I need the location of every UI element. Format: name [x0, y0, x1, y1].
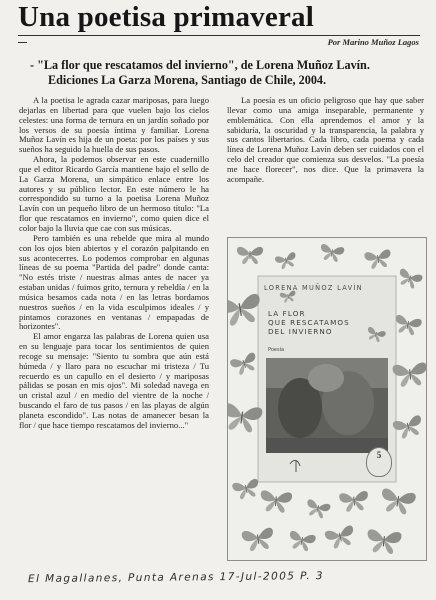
headline-rule: [18, 35, 420, 36]
left-column: [19, 96, 209, 560]
byline: Por Marino Muñoz Lagos: [327, 37, 419, 47]
paragraph: A la poetisa le agrada cazar mariposas, para luego dejarlas en libertad para que vuelen bajo los cielos celestes: una forma de ternura en un jardín soñado por los versos de su poesía íntima y familiar. Lorena Muñoz Lavín es hija de un poeta: por los países y sus sueños ha seguido la huella de sus pasos.: [19, 96, 209, 155]
book-author: LORENA MUÑOZ LAVÍN: [264, 284, 363, 292]
section-dash: [18, 42, 27, 43]
book-title-line: LA FLOR: [268, 309, 306, 318]
paragraph: El amor engarza las palabras de Lorena quien usa en su lenguaje para tocar los sentimientos de quien recoge su mensaje: "Siento tu sombra que aún está húmeda / y llaro para no escuchar mi tristeza / Tu recuerdo es un capullo en el desierto / y mariposas pálidas se posan en mis ojos". Mi soledad navega en un cristal azul / en medio del vientre de la noche / buscando el faro de tus pasos / en las playas de algún planeta escondido". Las notas de amanecer besan la flor / que hace tiempo rescatamos del invierno...": [19, 331, 209, 430]
subhead-line-2: Ediciones La Garza Morena, Santiago de Chile, 2004.: [48, 73, 327, 87]
subhead-line-1: - "La flor que rescatamos del invierno", de Lorena Muñoz Lavín.: [30, 58, 370, 72]
paragraph: Pero también es una rebelde que mira al mundo con los ojos bien abiertos y el corazón palpitando en sus acontecerres. Lo podemos comprobar en algunas líneas de su poema "Partida del padre" donde canta: "No estés triste / nuestras almas antes de nacer ya estaban unidas / fuimos grito, ternura y rebeldía / en la música besamos cada nota / en las letras bordamos nuestros sueños / en la vida esculpimos ideales / y pintamos corazones en ventanas / empapadas de horizontes".: [19, 232, 209, 332]
book-title-line: QUE RESCATAMOS: [268, 318, 350, 327]
subhead: [30, 58, 422, 88]
handwritten-source-note: El Magallanes, Punta Arenas 17-Jul-2005 P. 3: [27, 569, 324, 586]
headline: Una poetisa primaveral: [18, 1, 314, 33]
book-title: [268, 309, 368, 336]
book-badge: 5: [366, 447, 392, 477]
paragraph: Ahora, la podemos observar en este cuadernillo que el editor Ricardo García mantiene bajo el sello de La Garza Morena, un simpático enlace entre los autores y su público lector. En este número le ha correspondido su turno a la poetisa Lorena Muñoz Lavín con un pequeño libro de un hermoso título: "La flor que rescatamos en invierno", como quien dice el color bajo la lluvia que cae con sus músicas.: [19, 154, 209, 233]
book-genre: Poesía: [268, 347, 285, 353]
paragraph: La poesía es un oficio peligroso que hay que saber llevar como una amiga inseparable, permanente y emblemática. Con ella aprendemos el amor y la sabiduría, la oscuridad y la transparencia, la palabra y sus cantos libertarios. Cada libro, cada poema y cada línea de Lorena Muñoz Lavín deben ser cuidados con el celo del creador que comienza sus desvelos. "La poesía me hace florecer", nos dice. Que la primavera la acompañe.: [227, 96, 424, 184]
book-title-line: DEL INVIERNO: [268, 327, 333, 336]
right-column: [227, 96, 424, 200]
book-cover-image: [227, 237, 427, 561]
